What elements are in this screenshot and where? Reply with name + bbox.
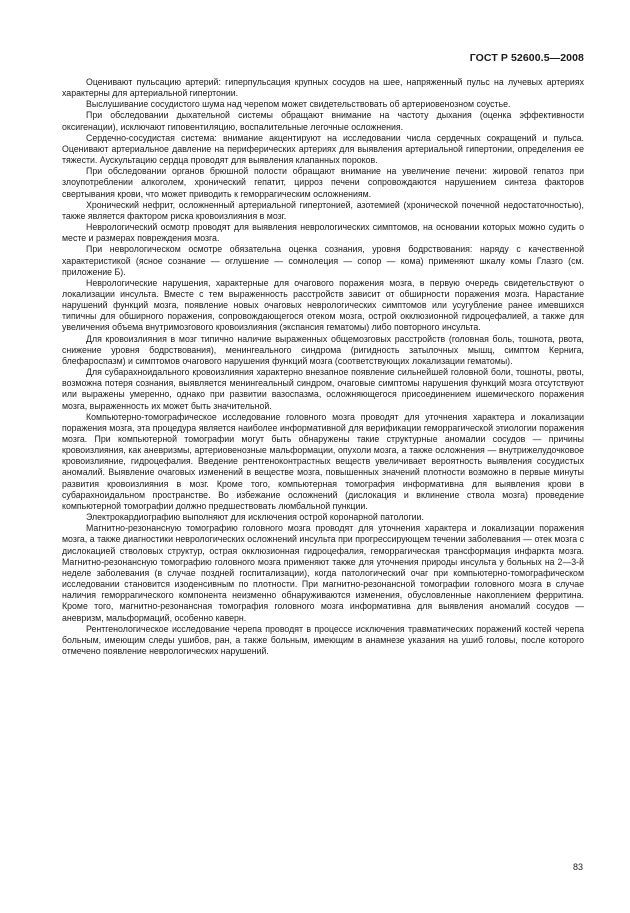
paragraph: Выслушивание сосудистого шума над черепом может свидетельствовать об артериовенозном соустье. [86,99,511,110]
paragraph: Магнитно-резонансную томографию головного мозга проводят для уточнения характера и локализации поражения мозга, а также диагностики неврологических осложнений инсульта при прогрессирующем течении заболевания — отек мозга с дислокацией стволовых структур, острая окклюзионная гидроцефалия, геморрагическая трансформация инфаркта мозга. Магнитно-резонансную томографию головного мозга применяют также для уточнения природы инсульта у больных на 2—3-й неделе заболевания (в случае поздней госпитализации), когда патологический очаг при компьютерно-томографическом исследовании становится изоденсивным по плотности. При магнитно-резонансной томографии головного мозга в случае наличия геморрагического компонента неизменно обнаруживаются изменения, обусловленные накоплением ферритина. Кроме того, магнитно-резонансная томография головного мозга информативна для выявления аномалий сосудов — аневризм, мальформаций, особенно каверн. [62,523,584,623]
paragraph: Электрокардиографию выполняют для исключения острой коронарной патологии. [86,512,424,523]
page-number: 83 [572,862,583,872]
paragraph: При обследовании дыхательной системы обращают внимание на частоту дыхания (оценка эффективности оксигенации), исключают гиповентиляцию, воспалительные легочные осложнения. [62,110,584,132]
paragraph: Для кровоизлияния в мозг типично наличие выраженных общемозговых расстройств (головная боль, тошнота, рвота, снижение уровня бодрствования), менингеального синдрома (ригидность затылочных мышц, симптом Кернига, блефароспазм) и симптомов очагового нарушения функций мозга (соответствующих локализации гематомы). [62,333,584,366]
paragraph: При неврологическом осмотре обязательна оценка сознания, уровня бодрствования: наряду с качественной характеристикой (ясное сознание — оглушение — сомнолеция — сопор — кома) применяют шкалу комы Глазго (см. приложение Б). [62,244,584,277]
paragraph: Рентгенологическое исследование черепа проводят в процессе исключения травматических поражений костей черепа больным, имеющим следы ушибов, ран, а также больным, имеющим в анамнезе указания на ушиб головы, после которого отмечено появление неврологических нарушений. [62,623,584,656]
paragraph: Неврологические нарушения, характерные для очагового поражения мозга, в первую очередь свидетельствуют о локализации инсульта. Вместе с тем выраженность расстройств зависит от обширности поражения мозга. Нарастание нарушений функций мозга, появление новых очаговых неврологических симптомов или усугубление ранее имевшихся типичны для обширного поражения, сопровождающегося отеком мозга, острой окклюзионной гидроцефалией, а также для увеличения объема внутримозгового кровоизлияния (экспансия гематомы) либо повторного инсульта. [62,277,584,333]
paragraph: Оценивают пульсацию артерий: гиперпульсация крупных сосудов на шее, напряженный пульс на лучевых артериях характерны для артериальной гипертонии. [62,77,584,99]
paragraph: Сердечно-сосудистая система: внимание акцентируют на исследовании числа сердечных сокращений и пульса. Оценивают артериальное давление на периферических артериях для выявления артериальной гипертонии, определения ее тяжести. Аускультацию сердца проводят для выявления клапанных пороков. [62,132,584,166]
standard-header: ГОСТ Р 52600.5—2008 [469,52,584,64]
paragraph: Хронический нефрит, осложненный артериальной гипертонией, азотемией (хронической почечной недостаточностью), также является фактором риска кровоизлияния в мозг. [62,199,584,221]
paragraph: Для субарахноидального кровоизлияния характерно внезапное появление сильнейшей головной боли, тошноты, рвоты, возможна потеря сознания, выявляется менингеальный синдром, очаговые симптомы нарушения функций мозга отсутствуют или выражены умеренно, однако при развитии вазоспазма, осложняющегося присоединением ишемического поражения мозга, выраженность их может быть значительной. [62,367,584,411]
paragraph: Неврологический осмотр проводят для выявления неврологических симптомов, на основании которых можно судить о месте и размерах повреждения мозга. [62,222,584,244]
paragraph: При обследовании органов брюшной полости обращают внимание на увеличение печени: жировой гепатоз при злоупотреблении алкоголем, хронический гепатит, цирроз печени сопровождаются нарушением синтеза факторов свертывания крови, что может приводить к геморрагическим осложнениям. [62,166,584,199]
body-text [62,77,584,657]
paragraph: Компьютерно-томографическое исследование головного мозга проводят для уточнения характера и локализации поражения мозга, эта процедура является наиболее информативной для верификации геморрагической этиологии поражения мозга. При компьютерной томографии могут быть обнаружены такие структурные аномалии сосудов — причины кровоизлияния, как аневризмы, артериовенозные мальформации, опухоли мозга, а также осложнения — внутрижелудочковое кровоизлияние, гидроцефалия. Введение рентгеноконтрастных веществ увеличивает вероятность выявления сосудистых аномалий. Выявление очаговых изменений в веществе мозга, повышенных значений плотности возможно в первые минуты развития кровоизлияния в мозг. Кроме того, компьютерная томография информативна для выявления крови в субарахноидальном пространстве. Во избежание осложнений (дислокация и вклинение ствола мозга) проведение компьютерной томографии должно предшествовать люмбальной пункции. [62,411,584,511]
